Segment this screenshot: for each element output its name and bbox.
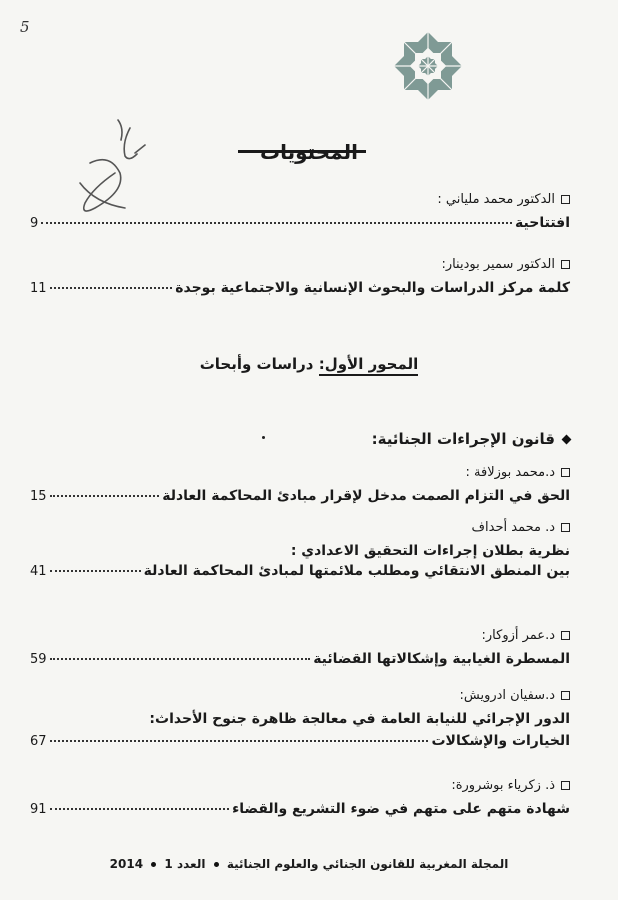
entry-author: د.محمد بوزلافة : [465, 465, 555, 480]
page-number: 5 [20, 18, 30, 36]
entry-title-line1: الدور الإجرائي للنيابة العامة في معالجة ظاهرة جنوح الأحداث: [149, 711, 570, 727]
section-heading [372, 430, 570, 448]
entry-title: المسطرة الغيابية وإشكالاتها القضائية [313, 651, 570, 667]
footer-dot-icon [151, 862, 156, 867]
toc-article-5 [30, 778, 570, 817]
toc-entry-opening [30, 192, 570, 231]
star-emblem-icon [384, 22, 472, 110]
entry-title: شهادة متهم على متهم في ضوء التشريع والقضاء [232, 801, 570, 817]
toc-article-2 [30, 520, 570, 579]
entry-page: 59 [30, 652, 47, 667]
axis-heading [0, 355, 618, 373]
entry-author: د.سفيان ادرويش: [459, 688, 555, 703]
entry-author: د. محمد أحداف [471, 520, 555, 535]
footer-year: 2014 [109, 857, 144, 871]
dot-leader [50, 287, 173, 289]
dot-leader [50, 495, 160, 497]
entry-title-line1: نظرية بطلان إجراءات التحقيق الاعدادي : [290, 543, 570, 559]
entry-page: 41 [30, 564, 47, 579]
checkbox-bullet-icon [561, 195, 570, 204]
checkbox-bullet-icon [561, 781, 570, 790]
page-title: المحتويات [259, 140, 358, 164]
axis-label: المحور الأول: [319, 355, 419, 376]
entry-page: 9 [30, 216, 39, 231]
dot-leader [41, 222, 512, 224]
toc-article-1 [30, 465, 570, 504]
entry-author: ذ. زكرياء بوشرورة: [451, 778, 555, 793]
checkbox-bullet-icon [561, 523, 570, 532]
checkbox-bullet-icon [561, 631, 570, 640]
toc-entry-center-word [30, 257, 570, 296]
checkbox-bullet-icon [561, 260, 570, 269]
footer-dot-icon [214, 862, 219, 867]
dot-leader [50, 570, 141, 572]
entry-title: كلمة مركز الدراسات والبحوث الإنسانية والاجتماعية بوجدة [175, 280, 570, 296]
checkbox-bullet-icon [561, 691, 570, 700]
entry-page: 91 [30, 802, 47, 817]
section-title: قانون الإجراءات الجنائية: [371, 430, 555, 448]
footer-journal: المجلة المغربية للقانون الجنائي والعلوم الجنائية [226, 857, 509, 871]
entry-page: 67 [30, 734, 47, 749]
entry-title-line2: بين المنطق الانتقائي ومطلب ملائمتها لمبادئ المحاكمة العادلة [143, 563, 570, 579]
diamond-bullet-icon [562, 434, 572, 444]
entry-page: 15 [30, 489, 47, 504]
dot-leader [50, 808, 230, 810]
toc-article-4 [30, 688, 570, 749]
axis-text: دراسات وأبحاث [199, 355, 314, 373]
entry-title-line2: الخيارات والإشكالات [431, 733, 570, 749]
entry-page: 11 [30, 281, 47, 296]
entry-title: الحق في التزام الصمت مدخل لإقرار مبادئ المحاكمة العادلة [162, 488, 570, 504]
entry-author: الدكتور سمير بودينار: [441, 257, 555, 272]
dot-leader [50, 740, 429, 742]
checkbox-bullet-icon [561, 468, 570, 477]
entry-title: افتتاحية [515, 215, 570, 231]
toc-article-3 [30, 628, 570, 667]
dot-leader [50, 658, 311, 660]
ink-speck [262, 436, 265, 439]
entry-author: الدكتور محمد ملياني : [437, 192, 555, 207]
entry-author: د.عمر أزوكار: [481, 628, 555, 643]
page-footer [0, 857, 618, 871]
footer-issue: العدد 1 [164, 857, 206, 871]
